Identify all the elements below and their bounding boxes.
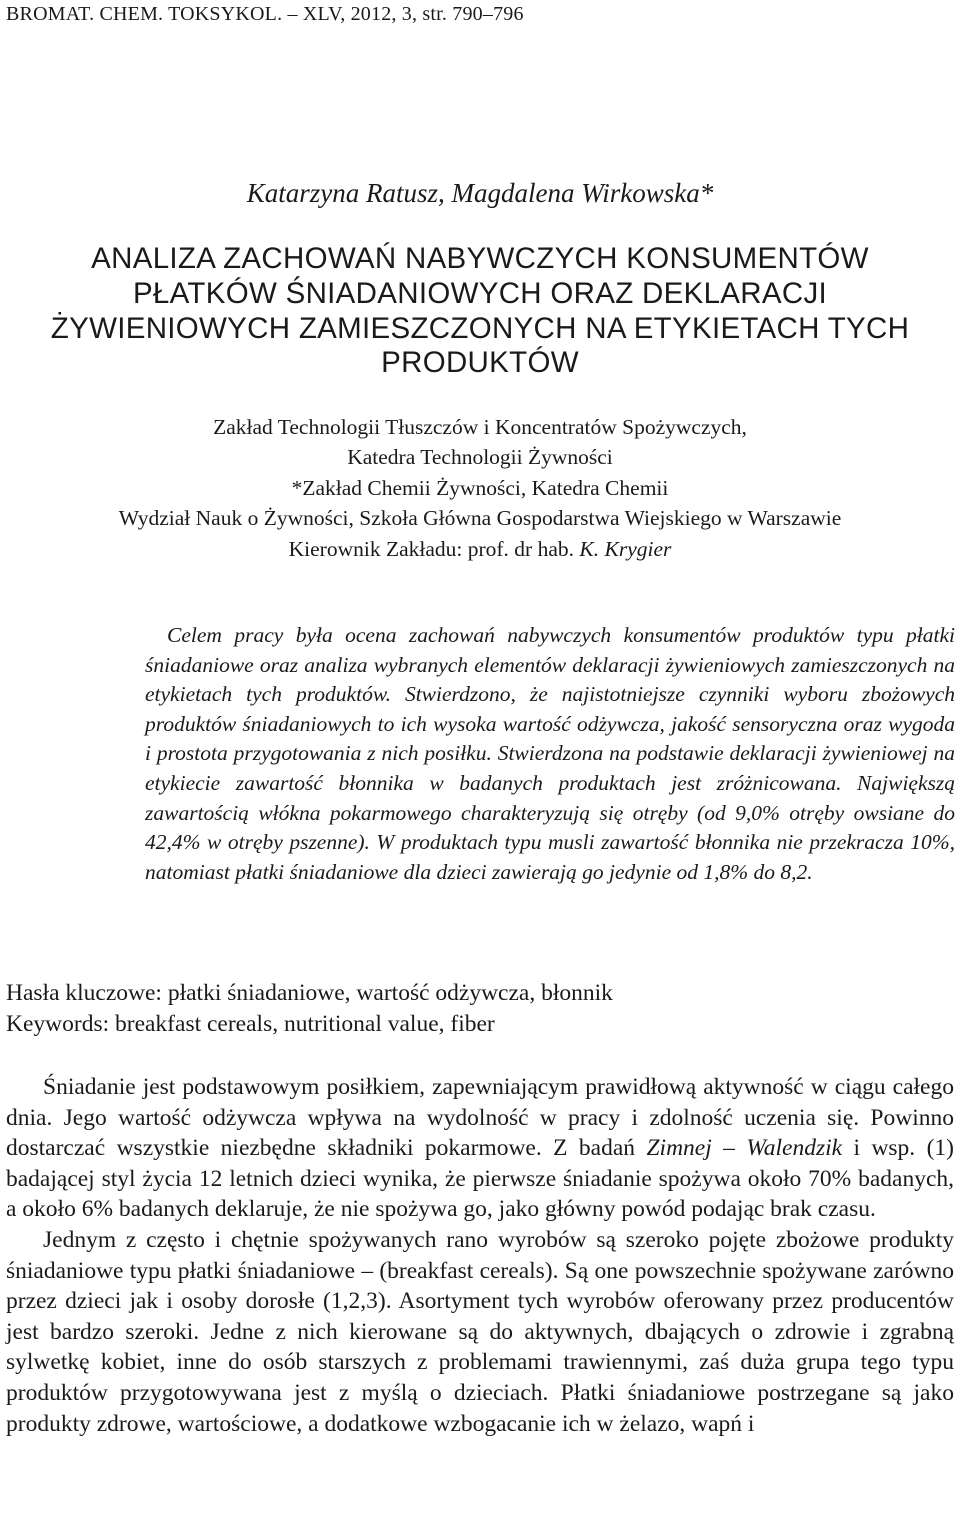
keywords-english: Keywords: breakfast cereals, nutritional value, fiber	[6, 1011, 495, 1037]
title-line: ŻYWIENIOWYCH ZAMIESZCZONYCH NA ETYKIETACH TYCH	[50, 311, 910, 345]
title-line: ANALIZA ZACHOWAŃ NABYWCZYCH KONSUMENTÓW	[91, 242, 869, 275]
department-head-label: Kierownik Zakładu: prof. dr hab.	[288, 536, 580, 561]
paragraph-text: i wsp. (1) badającej styl życia 12 letnich dzieci wynika, że pierwsze śniadanie spożywa około 70% badanych, a około 6% badanych deklaruje, że nie spożywa go, jako główny powód podając brak czasu.	[6, 1135, 955, 1223]
cited-authors: Zimnej – Walendzik	[646, 1135, 843, 1162]
article-title	[0, 242, 960, 381]
abstract: Celem pracy była ocena zachowań nabywczych konsumentów produktów typu płatki śniadaniowe oraz analiza wybranych elementów deklaracji żywieniowych zamieszczonych na etykietach tych produktów. Stwierdzono, że najistotniejsze czynniki wyboru zbożowych produktów śniadaniowych to ich wysoka wartość odżywcza, jakość sensoryczna oraz wygoda i prostota przygotowania z nich posiłku. Stwierdzona na podstawie deklaracji żywieniowej na etykiecie zawartość błonnika w badanych produktach jest zróżnicowana. Największą zawartością włókna pokarmowego charakteryzują się otręby (od 9,0% otręby owsiane do 42,4% w otręby pszenne). W produktach typu musli zawartość błonnika nie przekracza 10%, natomiast płatki śniadaniowe dla dzieci zawierają go jedynie od 1,8% do 8,2.	[145, 623, 955, 884]
affiliation-line: Wydział Nauk o Żywności, Szkoła Główna Gospodarstwa Wiejskiego w Warszawie	[118, 506, 842, 531]
keywords-polish: Hasła kluczowe: płatki śniadaniowe, wartość odżywcza, błonnik	[6, 980, 613, 1006]
affiliation-line: *Zakład Chemii Żywności, Katedra Chemii	[291, 475, 669, 500]
body-paragraph	[6, 1072, 954, 1225]
paragraph-text: Śniadanie jest podstawowym posiłkiem, zapewniającym prawidłową aktywność w ciągu całego dnia. Jego wartość odżywcza wpływa na wydolność w pracy i zdolność uczenia się. Powinno dostarczać wszystkie niezbędne składniki pokarmowe. Z badań	[6, 1074, 954, 1162]
title-line: PŁATKÓW ŚNIADANIOWYCH ORAZ DEKLARACJI	[132, 276, 828, 310]
department-head-line	[0, 534, 960, 564]
journal-citation-header: BROMAT. CHEM. TOKSYKOL. – XLV, 2012, 3, str. 790–796	[6, 3, 524, 25]
author-affiliation	[0, 412, 960, 564]
title-line: PRODUKTÓW	[381, 346, 579, 380]
department-head-name: K. Krygier	[579, 536, 672, 561]
affiliation-line: Zakład Technologii Tłuszczów i Koncentratów Spożywczych,	[213, 415, 747, 439]
body-paragraph: Jednym z często i chętnie spożywanych rano wyrobów są szeroko pojęte zbożowe produkty śniadaniowe typu płatki śniadaniowe – (breakfast cereals). Są one powszechnie spożywane zarówno przez dzieci jak i osoby dorosłe (1,2,3). Asortyment tych wyrobów oferowany przez producentów jest bardzo szeroki. Jedne z nich kierowane są do aktywnych, dbających o zdrowie i zgrabną sylwetkę kobiet, inne do osób starszych z problemami trawiennymi, zaś duża grupa tego typu produktów przygotowywana jest z myślą o dzieciach. Płatki śniadaniowe postrzegane są jako produkty zdrowe, wartościowe, a dodatkowe wzbogacanie ich w żelazo, wapń i	[6, 1226, 954, 1437]
keywords-block	[6, 978, 613, 1040]
article-authors: Katarzyna Ratusz, Magdalena Wirkowska*	[246, 178, 714, 208]
article-body	[6, 1072, 954, 1439]
affiliation-line: Katedra Technologii Żywności	[347, 445, 613, 470]
